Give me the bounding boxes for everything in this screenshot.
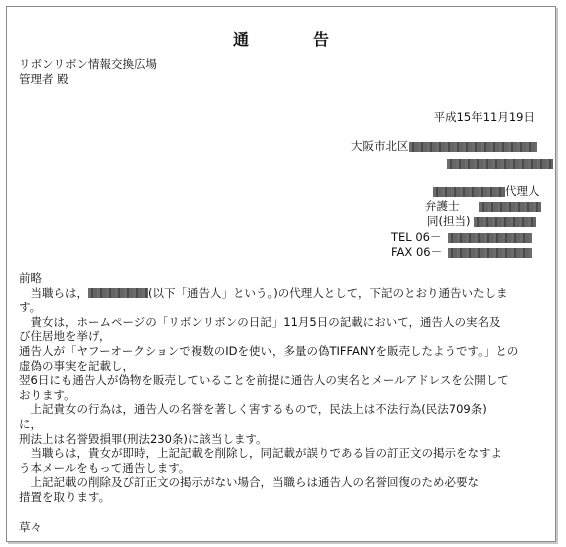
staff-label: 同(担当) — [427, 214, 471, 228]
paragraph-2-line4: 虚偽の事実を記載し， — [19, 358, 134, 373]
paragraph-4-line1: 当職らは，貴女が即時，上記記載を削除し，同記載が誤りである旨の訂正文の掲示をなすよ — [19, 446, 502, 461]
redacted-agent-name — [433, 187, 505, 197]
redacted-address-line1 — [409, 142, 537, 152]
paragraph-2-line1: 貴女は，ホームページの「リボンリボンの日記」11月5日の記載において，通告人の実名及 — [19, 314, 501, 329]
addressee-site-name: リボンリボン情報交換広場 — [19, 57, 157, 71]
lawyer-label: 弁護士 — [425, 199, 460, 213]
paragraph-1-start: 当職らは， — [19, 285, 88, 300]
paragraph-5-line2: 措置を取ります。 — [19, 489, 111, 504]
sender-staff-line — [427, 214, 536, 229]
addressee-block — [19, 57, 157, 87]
agent-suffix: 代理人 — [505, 184, 540, 198]
sender-address — [351, 139, 537, 154]
sender-lawyer-line — [425, 199, 541, 214]
paragraph-2-line3: 通告人が「ヤフーオークションで複数のIDを使い，多量の偽TIFFANYを販売したようです。」との — [19, 343, 519, 358]
paragraph-3-line1: 上記貴女の行為は，通告人の名誉を著しく害するもので，民法上は不法行為(民法709条) — [19, 402, 487, 417]
paragraph-5-line1: 上記記載の削除及び訂正文の掲示がない場合，当職らは通告人の名誉回復のため必要な — [19, 475, 479, 490]
tel-label: TEL 06－ — [391, 230, 442, 244]
addressee-recipient: 管理者 殿 — [19, 72, 69, 86]
redacted-tel-number — [448, 233, 532, 243]
redacted-staff-name — [474, 217, 536, 227]
paragraph-2-line2: び住居地を挙げ， — [19, 329, 111, 344]
document-date: 平成15年11月19日 — [433, 110, 535, 124]
paragraph-1 — [19, 286, 549, 301]
notice-body — [19, 271, 549, 534]
paragraph-2-line6: おります。 — [19, 387, 76, 402]
paragraph-1-tail: す。 — [19, 300, 42, 315]
redacted-address-line2 — [447, 159, 553, 169]
redacted-fax-number — [448, 248, 532, 258]
paragraph-3-line2: に， — [19, 416, 42, 431]
redacted-client-name — [88, 288, 148, 298]
greeting: 前略 — [19, 271, 42, 285]
paragraph-1-rest: (以下「通告人」という。)の代理人として，下記のとおり通告いたしま — [148, 285, 508, 300]
redacted-lawyer-name — [479, 202, 541, 212]
closing: 草々 — [19, 519, 42, 534]
sender-fax-line — [391, 245, 532, 260]
fax-label: FAX 06－ — [391, 245, 443, 259]
address-prefix: 大阪市北区 — [351, 139, 409, 153]
document-title: 通 告 — [232, 30, 353, 49]
paragraph-3-line3: 刑法上は名誉毀損罪(刑法230条)に該当します。 — [19, 431, 268, 446]
sender-tel-line — [391, 230, 532, 245]
sender-agent-line — [433, 184, 540, 199]
paragraph-2-line5: 翌6日にも通告人が偽物を販売していることを前提に通告人の実名とメールアドレスを公開して — [19, 373, 509, 388]
notice-document — [6, 6, 556, 542]
paragraph-4-line2: う本メールをもって通告します。 — [19, 460, 191, 475]
